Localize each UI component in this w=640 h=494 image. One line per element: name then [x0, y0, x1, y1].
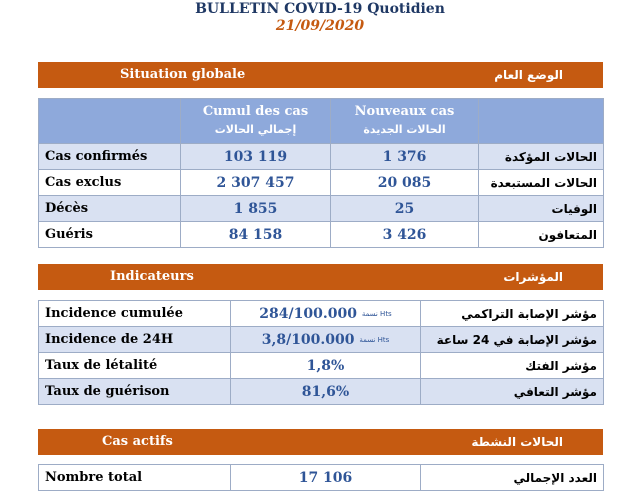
table-row [39, 465, 604, 491]
situation-new-cell: 3 426 [331, 222, 479, 248]
actifs-label-ar: الحالات النشطة [471, 435, 563, 449]
indicateurs-fr-cell: Incidence cumulée [39, 301, 231, 327]
indicateurs-ar-cell: مؤشر التعافي [421, 379, 604, 405]
situation-fr-cell: Guéris [39, 222, 181, 248]
indicateurs-value-text: 284/100.000 [259, 305, 357, 322]
situation-ar-cell: الحالات المستبعدة [479, 170, 604, 196]
situation-cumul-cell: 103 119 [181, 144, 331, 170]
situation-new-cell: 25 [331, 196, 479, 222]
indicateurs-unit-text: نسمة Hts [361, 309, 392, 318]
indicateurs-label-ar: المؤشرات [503, 270, 563, 284]
indicateurs-fr-cell: Taux de létalité [39, 353, 231, 379]
situation-header-bar [38, 62, 603, 88]
indicateurs-table [38, 300, 604, 405]
indicateurs-value-cell: 81,6% [231, 379, 421, 405]
indicateurs-header-bar [38, 264, 603, 290]
table-row [39, 144, 604, 170]
actifs-table [38, 464, 604, 491]
cumul-header-ar: إجمالي الحالات [214, 123, 297, 136]
indicateurs-ar-cell: مؤشر الإصابة التراكمي [421, 301, 604, 327]
situation-cumul-cell: 2 307 457 [181, 170, 331, 196]
new-header [331, 99, 479, 144]
situation-cumul-cell: 84 158 [181, 222, 331, 248]
cumul-header [181, 99, 331, 144]
situation-new-cell: 20 085 [331, 170, 479, 196]
indicateurs-unit-text: نسمة Hts [359, 335, 390, 344]
new-header-fr: Nouveaux cas [354, 104, 455, 119]
table-row [39, 353, 604, 379]
indicateurs-fr-cell: Incidence de 24H [39, 327, 231, 353]
actifs-value-cell: 17 106 [231, 465, 421, 491]
situation-ar-cell: الحالات المؤكدة [479, 144, 604, 170]
indicateurs-fr-cell: Taux de guérison [39, 379, 231, 405]
situation-label-ar: الوضع العام [494, 68, 563, 82]
situation-ar-cell: الوفيات [479, 196, 604, 222]
situation-fr-cell: Cas confirmés [39, 144, 181, 170]
table-row [39, 196, 604, 222]
indicateurs-ar-cell: مؤشر الفتك [421, 353, 604, 379]
situation-table [38, 98, 604, 248]
actifs-label-fr: Cas actifs [102, 434, 173, 449]
situation-fr-cell: Décès [39, 196, 181, 222]
table-row [39, 301, 604, 327]
table-row [39, 170, 604, 196]
new-header-ar: الحالات الجديدة [363, 123, 446, 136]
situation-cumul-cell: 1 855 [181, 196, 331, 222]
indicateurs-value-cell: 1,8% [231, 353, 421, 379]
indicateurs-ar-cell: مؤشر الإصابة في 24 ساعة [421, 327, 604, 353]
bulletin-date: 21/09/2020 [275, 18, 365, 34]
actifs-ar-cell: العدد الإجمالي [421, 465, 604, 491]
table-row [39, 379, 604, 405]
situation-fr-cell: Cas exclus [39, 170, 181, 196]
cumul-header-fr: Cumul des cas [202, 104, 309, 119]
bulletin-title: BULLETIN COVID-19 Quotidien [195, 1, 445, 17]
situation-new-cell: 1 376 [331, 144, 479, 170]
situation-table-header [39, 99, 604, 144]
situation-label-fr: Situation globale [120, 67, 246, 82]
actifs-header-bar [38, 429, 603, 455]
situation-ar-cell: المتعافون [479, 222, 604, 248]
table-row [39, 222, 604, 248]
indicateurs-label-fr: Indicateurs [110, 269, 194, 284]
indicateurs-value-text: 3,8/100.000 [261, 331, 355, 348]
table-row [39, 327, 604, 353]
actifs-fr-cell: Nombre total [39, 465, 231, 491]
